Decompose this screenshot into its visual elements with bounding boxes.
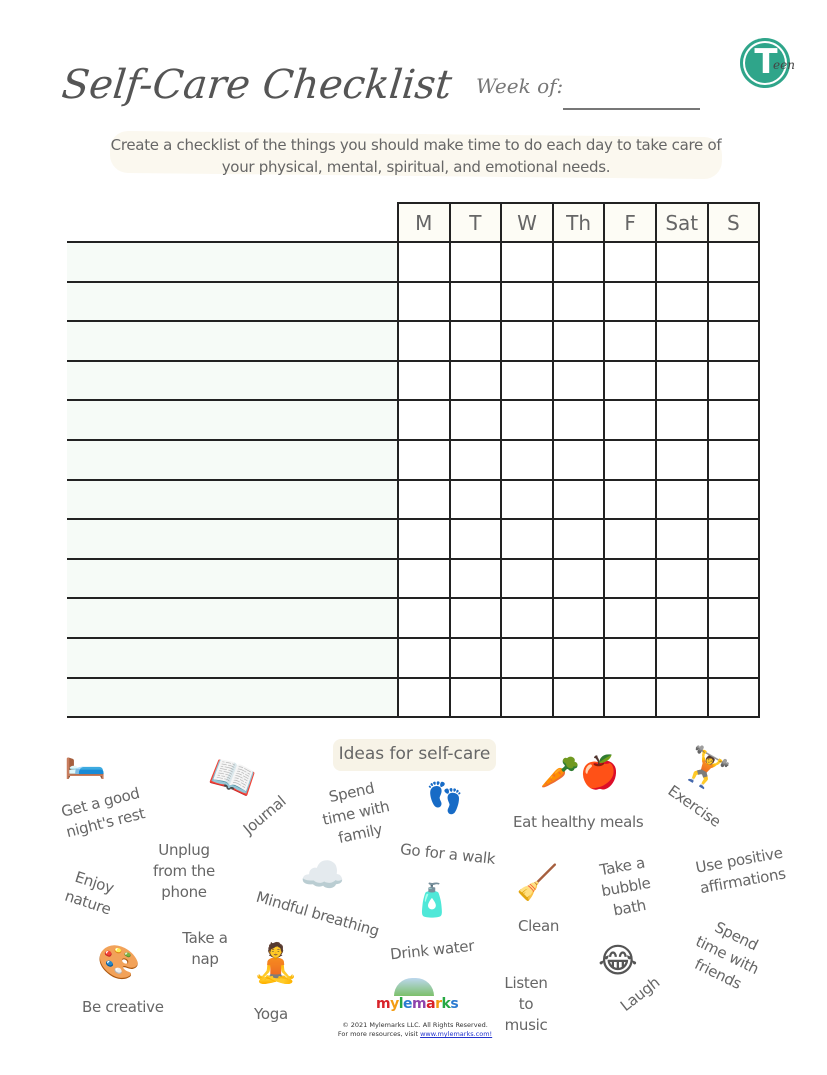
checkbox-tuesday[interactable] xyxy=(450,638,502,678)
checkbox-friday[interactable] xyxy=(604,638,656,678)
checkbox-wednesday[interactable] xyxy=(501,559,553,599)
idea-mindful-breathing: Mindful breathing xyxy=(254,887,382,941)
mylemarks-logo-graphic xyxy=(394,978,434,996)
checkbox-tuesday[interactable] xyxy=(450,400,502,440)
day-header-tuesday: T xyxy=(450,203,502,242)
checkbox-friday[interactable] xyxy=(604,480,656,520)
checkbox-thursday[interactable] xyxy=(553,440,605,480)
footprints-icon: 👣 xyxy=(426,781,464,816)
checkbox-friday[interactable] xyxy=(604,598,656,638)
checkbox-saturday[interactable] xyxy=(656,559,708,599)
checkbox-monday[interactable] xyxy=(398,361,450,401)
idea-spend-time-with-friends: Spend time with friends xyxy=(691,918,762,993)
footer-text xyxy=(320,1021,510,1039)
intro-line-1: Create a checklist of the things you should make time to do each day to take care of xyxy=(110,136,722,154)
carrot-apple-icon: 🥕🍎 xyxy=(540,753,620,791)
day-header-friday: F xyxy=(604,203,656,242)
yoga-icon: 🧘 xyxy=(252,941,300,985)
checkbox-tuesday[interactable] xyxy=(450,321,502,361)
checklist-table xyxy=(67,202,760,718)
checkbox-monday[interactable] xyxy=(398,282,450,322)
checkbox-sunday[interactable] xyxy=(708,400,760,440)
mylemarks-brand: mylemarks xyxy=(376,996,459,1012)
checkbox-monday[interactable] xyxy=(398,638,450,678)
checkbox-saturday[interactable] xyxy=(656,400,708,440)
checkbox-saturday[interactable] xyxy=(656,361,708,401)
task-field[interactable] xyxy=(67,361,398,401)
checkbox-friday[interactable] xyxy=(604,519,656,559)
checkbox-tuesday[interactable] xyxy=(450,519,502,559)
painting-icon: 🎨 xyxy=(95,940,143,986)
checkbox-thursday[interactable] xyxy=(553,242,605,282)
idea-take-a-bubble-bath: Take a bubble bath xyxy=(598,853,652,920)
idea-get-good-nights-rest: Get a good night's rest xyxy=(59,783,147,842)
table-row xyxy=(67,598,759,638)
task-field[interactable] xyxy=(67,480,398,520)
checkbox-friday[interactable] xyxy=(604,678,656,718)
checkbox-saturday[interactable] xyxy=(656,678,708,718)
checkbox-tuesday[interactable] xyxy=(450,440,502,480)
table-row xyxy=(67,321,759,361)
checkbox-thursday[interactable] xyxy=(553,519,605,559)
idea-clean: Clean xyxy=(518,917,560,935)
checkbox-monday[interactable] xyxy=(398,480,450,520)
checkbox-friday[interactable] xyxy=(604,321,656,361)
checkbox-wednesday[interactable] xyxy=(501,400,553,440)
checkbox-tuesday[interactable] xyxy=(450,361,502,401)
checkbox-tuesday[interactable] xyxy=(450,598,502,638)
page-title: Self-Care Checklist xyxy=(59,62,455,108)
copyright-text: © 2021 Mylemarks LLC. All Rights Reserved. xyxy=(342,1021,488,1029)
idea-be-creative: Be creative xyxy=(82,998,164,1016)
table-row xyxy=(67,678,759,718)
checkbox-saturday[interactable] xyxy=(656,480,708,520)
checkbox-thursday[interactable] xyxy=(553,361,605,401)
resources-prefix: For more resources, visit xyxy=(337,1030,421,1038)
task-field[interactable] xyxy=(67,440,398,480)
table-row xyxy=(67,400,759,440)
checkbox-thursday[interactable] xyxy=(553,638,605,678)
checkbox-thursday[interactable] xyxy=(553,282,605,322)
day-header-thursday: Th xyxy=(553,203,605,242)
idea-journal: Journal xyxy=(239,792,290,839)
mylemarks-logo xyxy=(376,978,459,1012)
table-header-row xyxy=(67,203,759,242)
checkbox-saturday[interactable] xyxy=(656,638,708,678)
checkbox-wednesday[interactable] xyxy=(501,638,553,678)
checkbox-friday[interactable] xyxy=(604,559,656,599)
checkbox-tuesday[interactable] xyxy=(450,678,502,718)
table-row xyxy=(67,480,759,520)
checkbox-sunday[interactable] xyxy=(708,519,760,559)
checkbox-monday[interactable] xyxy=(398,519,450,559)
checkbox-saturday[interactable] xyxy=(656,519,708,559)
checkbox-saturday[interactable] xyxy=(656,282,708,322)
table-row xyxy=(67,440,759,480)
idea-use-positive-affirmations: Use positive affirmations xyxy=(694,843,787,898)
idea-eat-healthy-meals: Eat healthy meals xyxy=(513,813,644,831)
idea-yoga: Yoga xyxy=(254,1005,288,1023)
checkbox-thursday[interactable] xyxy=(553,598,605,638)
day-header-wednesday: W xyxy=(501,203,553,242)
bed-icon: 🛏️ xyxy=(64,741,107,781)
journal-icon: 📖 xyxy=(204,750,261,805)
intro-text xyxy=(110,134,722,178)
cloud-icon: ☁️ xyxy=(300,855,345,896)
idea-spend-time-with-family: Spend time with family xyxy=(320,778,391,847)
task-field[interactable] xyxy=(67,282,398,322)
checkbox-tuesday[interactable] xyxy=(450,242,502,282)
day-header-sunday: S xyxy=(708,203,760,242)
table-row xyxy=(67,282,759,322)
task-field[interactable] xyxy=(67,598,398,638)
checkbox-monday[interactable] xyxy=(398,598,450,638)
idea-laugh: Laugh xyxy=(616,973,664,1015)
table-row xyxy=(67,361,759,401)
table-row xyxy=(67,519,759,559)
checkbox-sunday[interactable] xyxy=(708,480,760,520)
checkbox-thursday[interactable] xyxy=(553,559,605,599)
day-header-saturday: Sat xyxy=(656,203,708,242)
checkbox-wednesday[interactable] xyxy=(501,361,553,401)
teen-logo-script: een xyxy=(773,58,795,72)
task-column-header xyxy=(67,203,398,242)
checkbox-wednesday[interactable] xyxy=(501,598,553,638)
idea-listen-to-music: Listen to music xyxy=(504,974,548,1034)
checkbox-sunday[interactable] xyxy=(708,361,760,401)
teen-logo-letter: T xyxy=(754,42,778,82)
task-field[interactable] xyxy=(67,242,398,282)
checkbox-saturday[interactable] xyxy=(656,242,708,282)
checkbox-monday[interactable] xyxy=(398,678,450,718)
checkbox-sunday[interactable] xyxy=(708,559,760,599)
checkbox-wednesday[interactable] xyxy=(501,440,553,480)
checkbox-monday[interactable] xyxy=(398,321,450,361)
checkbox-tuesday[interactable] xyxy=(450,480,502,520)
checkbox-wednesday[interactable] xyxy=(501,519,553,559)
idea-go-for-a-walk: Go for a walk xyxy=(399,840,497,868)
checkbox-saturday[interactable] xyxy=(656,321,708,361)
checkbox-wednesday[interactable] xyxy=(501,678,553,718)
day-header-monday: M xyxy=(398,203,450,242)
week-of-label: Week of: xyxy=(476,74,564,98)
task-field[interactable] xyxy=(67,678,398,718)
checkbox-monday[interactable] xyxy=(398,242,450,282)
checkbox-sunday[interactable] xyxy=(708,638,760,678)
checkbox-sunday[interactable] xyxy=(708,282,760,322)
idea-unplug-from-the-phone: Unplug from the phone xyxy=(153,841,215,901)
checkbox-thursday[interactable] xyxy=(553,678,605,718)
intro-line-2: your physical, mental, spiritual, and emotional needs. xyxy=(221,158,611,176)
checkbox-sunday[interactable] xyxy=(708,598,760,638)
mylemarks-link[interactable]: www.mylemarks.com! xyxy=(420,1030,493,1038)
checkbox-monday[interactable] xyxy=(398,440,450,480)
checkbox-wednesday[interactable] xyxy=(501,480,553,520)
table-row xyxy=(67,242,759,282)
ideas-heading: Ideas for self-care xyxy=(338,744,491,764)
checkbox-thursday[interactable] xyxy=(553,400,605,440)
checkbox-friday[interactable] xyxy=(604,282,656,322)
task-field[interactable] xyxy=(67,638,398,678)
checkbox-monday[interactable] xyxy=(398,400,450,440)
table-row xyxy=(67,638,759,678)
task-field[interactable] xyxy=(67,321,398,361)
task-field[interactable] xyxy=(67,519,398,559)
idea-take-a-nap: Take a nap xyxy=(182,929,228,968)
checkbox-wednesday[interactable] xyxy=(501,321,553,361)
checkbox-sunday[interactable] xyxy=(708,440,760,480)
checkbox-saturday[interactable] xyxy=(656,440,708,480)
checkbox-monday[interactable] xyxy=(398,559,450,599)
checkbox-saturday[interactable] xyxy=(656,598,708,638)
laughing-cloud-icon: 😂 xyxy=(598,941,638,981)
checkbox-friday[interactable] xyxy=(604,400,656,440)
checkbox-tuesday[interactable] xyxy=(450,282,502,322)
checkbox-sunday[interactable] xyxy=(708,321,760,361)
checkbox-wednesday[interactable] xyxy=(501,282,553,322)
week-of-field[interactable] xyxy=(563,108,700,110)
dumbbell-icon: 🏋️ xyxy=(676,741,734,797)
idea-enjoy-nature: Enjoy nature xyxy=(62,867,117,919)
vacuum-icon: 🧹 xyxy=(516,863,559,903)
checkbox-friday[interactable] xyxy=(604,440,656,480)
task-field[interactable] xyxy=(67,400,398,440)
task-field[interactable] xyxy=(67,559,398,599)
checkbox-friday[interactable] xyxy=(604,361,656,401)
checkbox-sunday[interactable] xyxy=(708,242,760,282)
checkbox-tuesday[interactable] xyxy=(450,559,502,599)
water-bottle-icon: 🧴 xyxy=(412,881,452,919)
idea-exercise: Exercise xyxy=(664,781,725,831)
table-row xyxy=(67,559,759,599)
idea-drink-water: Drink water xyxy=(389,936,475,964)
checkbox-friday[interactable] xyxy=(604,242,656,282)
checkbox-thursday[interactable] xyxy=(553,321,605,361)
checkbox-wednesday[interactable] xyxy=(501,242,553,282)
checkbox-sunday[interactable] xyxy=(708,678,760,718)
checkbox-thursday[interactable] xyxy=(553,480,605,520)
resources-line xyxy=(320,1030,510,1039)
